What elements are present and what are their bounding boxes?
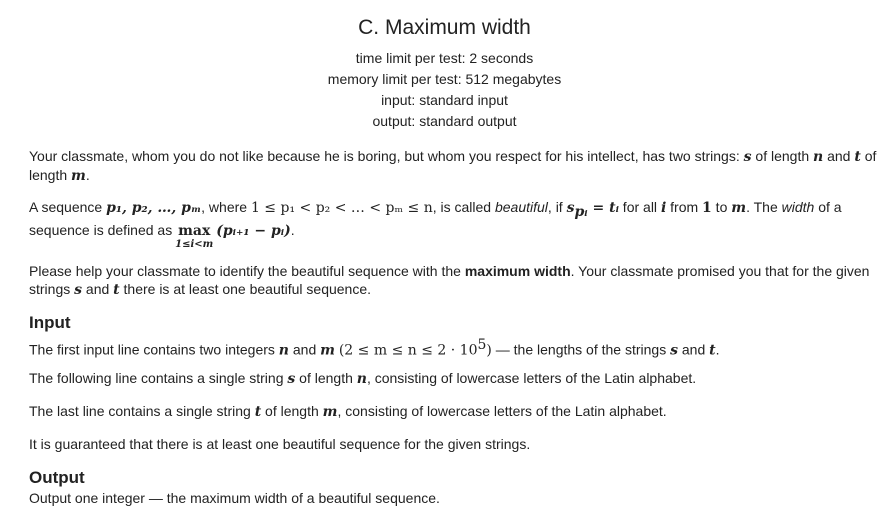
time-limit-value: 2 seconds bbox=[469, 50, 534, 66]
text: . bbox=[85, 167, 90, 183]
math-range: (2 ≤ m ≤ n ≤ 2 · 10 bbox=[338, 342, 478, 359]
statement-paragraph-3 bbox=[29, 262, 879, 299]
text: The last line contains a single string bbox=[29, 403, 255, 419]
memory-limit bbox=[0, 70, 889, 88]
math-m: m bbox=[320, 342, 335, 359]
text: length bbox=[29, 167, 72, 183]
math-sub: pᵢ bbox=[574, 203, 588, 220]
math-expression: (pᵢ₊₁ − pᵢ) bbox=[216, 222, 291, 239]
output-line-1: Output one integer — the maximum width of a beautiful sequence. bbox=[29, 490, 440, 506]
math-n: n bbox=[356, 371, 367, 387]
text: strings bbox=[29, 281, 75, 297]
statement-paragraph-1 bbox=[29, 147, 879, 185]
math-sequence: p₁, p₂, …, pₘ bbox=[106, 200, 202, 216]
math-t: t bbox=[854, 149, 861, 165]
statement-paragraph-2 bbox=[29, 198, 879, 250]
text: . Your classmate promised you that for the given bbox=[570, 263, 870, 279]
text: — the lengths of the strings bbox=[491, 341, 671, 358]
memory-limit-value: 512 megabytes bbox=[465, 71, 562, 87]
math-s: s bbox=[74, 282, 83, 298]
math-t: t bbox=[113, 282, 120, 298]
problem-title: C. Maximum width bbox=[358, 16, 531, 39]
text: from bbox=[666, 199, 703, 215]
text: , if bbox=[547, 199, 567, 215]
memory-limit-label: memory limit per test: bbox=[327, 71, 462, 87]
text: . The bbox=[746, 199, 782, 215]
text: sequence is defined as bbox=[29, 221, 177, 238]
term-width: width bbox=[781, 199, 815, 215]
text: and bbox=[288, 341, 321, 358]
text: of bbox=[860, 148, 877, 164]
text: , where bbox=[201, 199, 251, 215]
max-operator bbox=[175, 222, 214, 250]
input-line-2 bbox=[29, 369, 879, 388]
term-beautiful: beautiful bbox=[494, 199, 548, 215]
text: , is called bbox=[432, 199, 495, 215]
text: The following line contains a single string bbox=[29, 370, 288, 386]
text: and bbox=[823, 148, 855, 164]
math-n: n bbox=[278, 342, 289, 359]
math-s: s bbox=[743, 149, 752, 165]
text: Please help your classmate to identify the beautiful sequence with the bbox=[29, 263, 465, 279]
text: . bbox=[290, 221, 295, 238]
text: to bbox=[711, 199, 732, 215]
output-file-value: standard output bbox=[419, 113, 517, 129]
math-s: s bbox=[670, 342, 678, 359]
text: for all bbox=[618, 199, 661, 215]
math-m: m bbox=[71, 168, 86, 184]
text: The first input line contains two integers bbox=[29, 341, 279, 358]
math-one: 1 bbox=[702, 200, 712, 216]
text: and bbox=[82, 281, 114, 297]
math-exponent: 5 bbox=[477, 337, 487, 353]
math-close: ) bbox=[486, 342, 492, 359]
time-limit bbox=[0, 49, 889, 67]
math-t: t bbox=[254, 404, 262, 420]
input-file bbox=[0, 91, 889, 109]
emphasis-maximum-width: maximum width bbox=[464, 263, 571, 279]
text: , consisting of lowercase letters of the Latin alphabet. bbox=[366, 370, 697, 386]
text: Your classmate, whom you do not like because he is boring, but whom you respect for his intellect, has two strings: bbox=[29, 148, 744, 164]
output-section-title: Output bbox=[29, 468, 85, 487]
input-section-title: Input bbox=[29, 313, 71, 332]
text: there is at least one beautiful sequence. bbox=[119, 281, 372, 297]
text: and bbox=[677, 341, 710, 358]
math-s: s bbox=[566, 200, 575, 216]
input-file-label: input: bbox=[381, 92, 416, 108]
math-i: i bbox=[660, 200, 667, 216]
input-line-4: It is guaranteed that there is at least one beautiful sequence for the given strings. bbox=[29, 436, 531, 452]
text: . bbox=[715, 341, 720, 358]
text: of length bbox=[751, 148, 814, 164]
text: of a bbox=[814, 199, 842, 215]
math-eq: = tᵢ bbox=[587, 200, 619, 216]
max-subscript: 1≤i<m bbox=[175, 238, 214, 250]
input-line-3 bbox=[29, 402, 879, 421]
math-t: t bbox=[709, 342, 716, 359]
input-file-value: standard input bbox=[419, 92, 508, 108]
math-s: s bbox=[287, 371, 296, 387]
math-m: m bbox=[322, 404, 338, 420]
text: of length bbox=[295, 370, 357, 386]
math-condition: 1 ≤ p₁ < p₂ < … < pₘ ≤ n bbox=[250, 200, 433, 216]
math-n: n bbox=[813, 149, 824, 165]
text: A sequence bbox=[29, 199, 107, 215]
text: , consisting of lowercase letters of the Latin alphabet. bbox=[337, 403, 667, 419]
max-label: max bbox=[178, 222, 211, 239]
input-line-1 bbox=[29, 336, 879, 360]
output-file-label: output: bbox=[372, 113, 416, 129]
time-limit-label: time limit per test: bbox=[355, 50, 466, 66]
math-m: m bbox=[731, 200, 747, 216]
text: of length bbox=[261, 403, 323, 419]
output-file bbox=[0, 112, 889, 130]
